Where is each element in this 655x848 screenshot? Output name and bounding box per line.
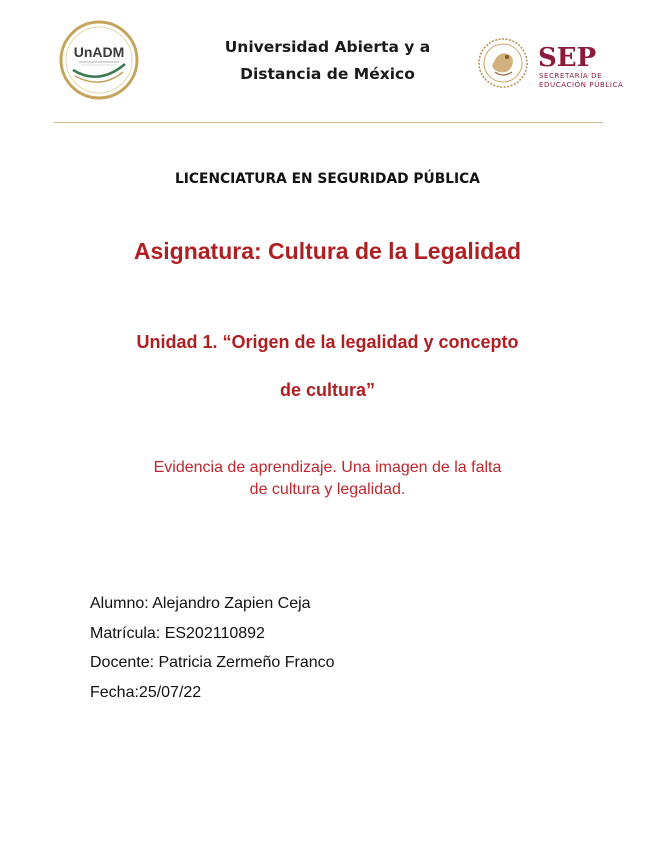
enrollment-number: Matrícula: ES202110892 — [90, 624, 265, 642]
unit-title-line2: de cultura” — [279, 380, 376, 400]
sep-subtitle-line2: EDUCACIÓN PÚBLICA — [539, 81, 624, 89]
university-name — [200, 34, 455, 88]
header-divider — [54, 122, 603, 123]
unit-title — [0, 318, 655, 414]
unit-title-line1: Unidad 1. “Origen de la legalidad y concepto — [136, 332, 519, 352]
university-name-line2: Distancia de México — [240, 65, 415, 83]
teacher-name: Docente: Patricia Zermeño Franco — [90, 654, 335, 671]
submission-date: Fecha:25/07/22 — [90, 683, 202, 701]
unadm-logo — [59, 20, 139, 100]
evidence-line2: de cultura y legalidad. — [249, 481, 406, 498]
student-name: Alumno: Alejandro Zapien Ceja — [90, 595, 311, 612]
sep-logo-text: SEP — [538, 43, 597, 73]
sep-seal-icon — [479, 39, 527, 87]
sep-subtitle-line1: SECRETARÍA DE — [539, 72, 603, 80]
unadm-logo-text: UnADM — [73, 44, 125, 60]
student-info-block — [90, 589, 335, 707]
document-header — [0, 0, 655, 124]
sep-logo — [478, 36, 643, 92]
evidence-line1: Evidencia de aprendizaje. Una imagen de la falta — [153, 459, 502, 476]
university-name-line1: Universidad Abierta y a — [224, 38, 431, 56]
degree-program: LICENCIATURA EN SEGURIDAD PÚBLICA — [175, 171, 480, 187]
evidence-description — [0, 457, 655, 501]
subject-title: Asignatura: Cultura de la Legalidad — [133, 238, 522, 264]
